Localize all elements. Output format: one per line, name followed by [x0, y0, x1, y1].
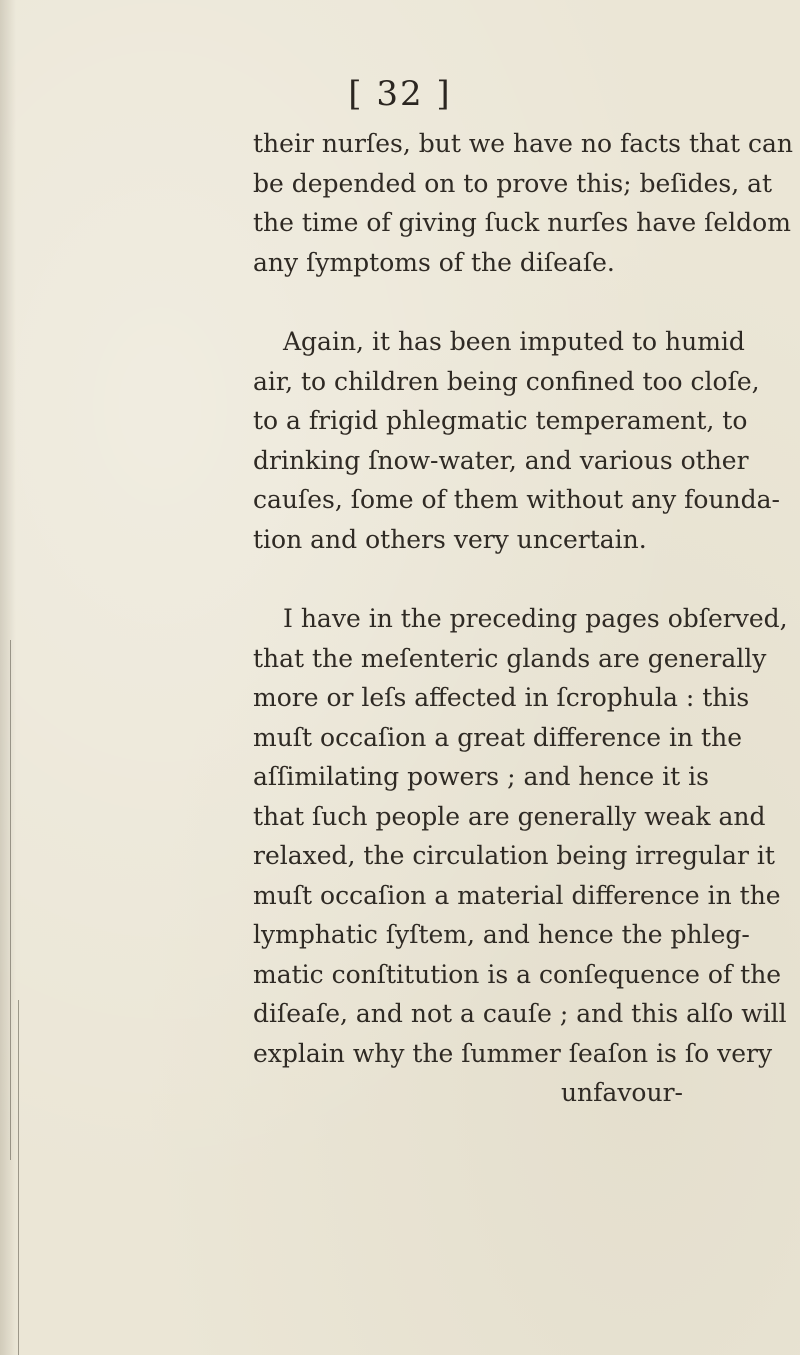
text-line: cauſes, ſome of them without any founda-	[253, 485, 781, 514]
text-line: muſt occaſion a material difference in the	[253, 880, 781, 910]
text-line: aſſimilating powers ; and hence it is	[253, 762, 709, 791]
text-line: Again, it has been imputed to humid	[283, 327, 745, 356]
text-line: tion and others very uncertain.	[253, 524, 647, 554]
text-line: to a frigid phlegmatic temperament, to	[253, 406, 748, 435]
text-line: muſt occaſion a great difference in the	[253, 722, 742, 752]
text-line: the time of giving ſuck nurſes have ſeldom	[253, 208, 791, 237]
page-number-header: [ 32 ]	[348, 74, 452, 114]
text-line: matic conſtitution is a conſequence of the	[253, 959, 782, 989]
text-line: I have in the preceding pages obſerved,	[283, 604, 788, 633]
catchword: unfavour-	[560, 1078, 683, 1107]
page-gutter-shadow	[0, 0, 16, 1355]
text-line: drinking ſnow-water, and various other	[253, 445, 749, 475]
paragraph-3	[253, 599, 788, 1073]
text-line: more or leſs affected in ſcrophula : this	[253, 683, 750, 712]
binding-edge-line	[18, 1000, 19, 1355]
paragraph-1	[253, 124, 794, 282]
text-line: that ſuch people are generally weak and	[253, 801, 766, 831]
text-line: that the meſenteric glands are generally	[253, 643, 767, 673]
text-line: lymphatic ſyſtem, and hence the phleg-	[253, 920, 750, 949]
text-line: relaxed, the circulation being irregular it	[253, 841, 775, 870]
text-line: air, to children being confined too cloſe,	[253, 366, 760, 396]
text-line: explain why the ſummer ſeaſon is ſo very	[253, 1038, 773, 1068]
text-line: be depended on to prove this; beſides, at	[253, 168, 773, 198]
text-line: diſeaſe, and not a cauſe ; and this alſo will	[253, 999, 787, 1028]
text-line: their nurſes, but we have no facts that can	[253, 129, 794, 158]
body-text	[253, 124, 794, 1113]
text-line: any ſymptoms of the diſeaſe.	[253, 247, 615, 277]
paragraph-2	[253, 322, 781, 559]
binding-edge-line	[10, 640, 11, 1160]
